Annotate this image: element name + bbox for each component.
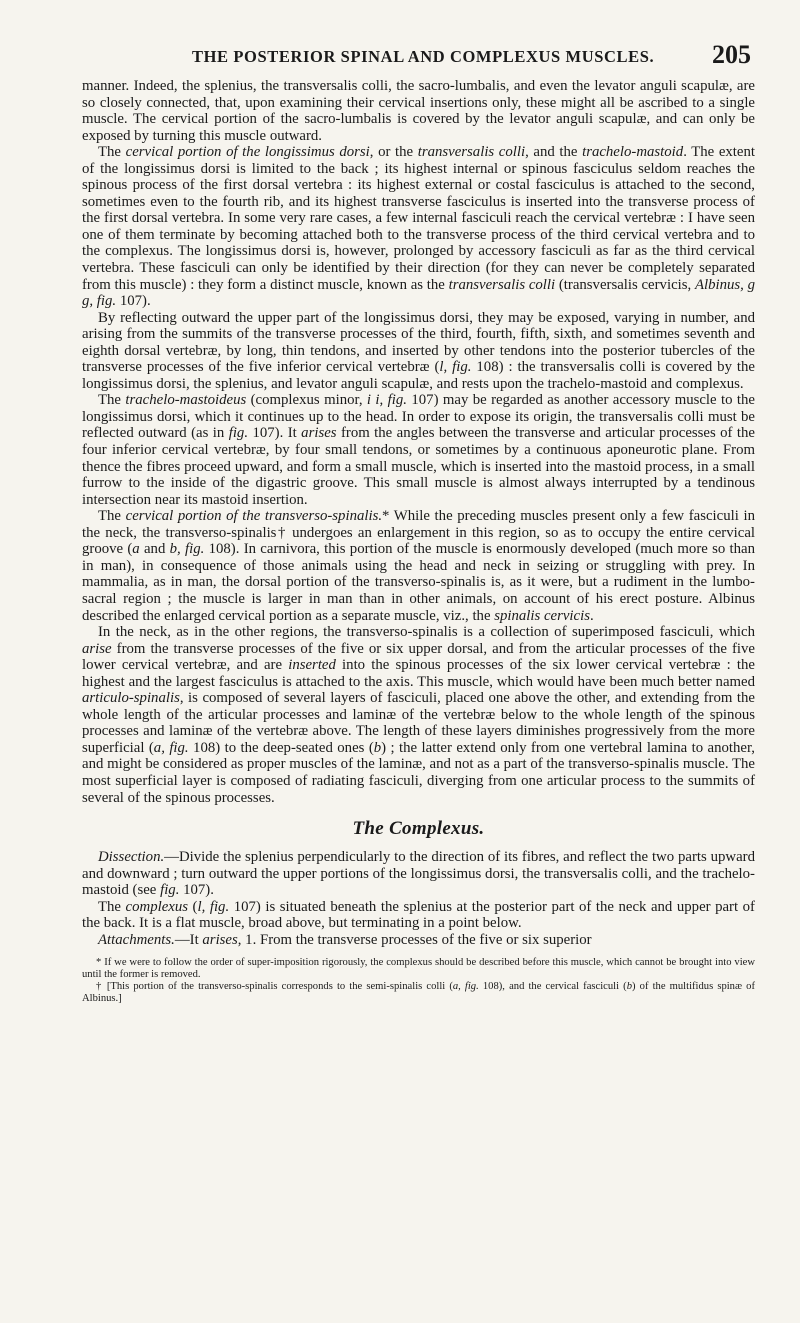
paragraph xyxy=(82,849,755,899)
italic-text: arises xyxy=(202,931,238,948)
paragraph xyxy=(82,624,755,806)
page-number: 205 xyxy=(712,40,751,69)
text-run: 107). xyxy=(116,293,151,310)
paragraph xyxy=(82,899,755,932)
italic-text: complexus xyxy=(125,898,189,915)
text-run: In the neck, as in the other regions, the transverso-spinalis is a collection of superimposed fasciculi, which xyxy=(98,624,755,641)
paragraph xyxy=(82,78,755,144)
italic-text: l, fig. xyxy=(197,898,230,915)
text-run: . xyxy=(589,607,594,624)
text-run: from the transverse processes of the five or six upper dorsal, and from the articular processes of the five lower cervical vertebræ, and are xyxy=(82,640,755,674)
italic-text: fig. xyxy=(160,882,180,899)
footnote xyxy=(82,957,755,981)
italic-text: b xyxy=(373,739,382,756)
paragraph xyxy=(82,392,755,508)
text-run: , is composed of several layers of fasciculi, placed one above the other, and extending from the whole length of the articular processes and laminæ of the vertebræ below to the whole length of the spinous processes and laminæ of the vertebræ above. The length of these layers diminishes progressively from the more superficial ( xyxy=(82,690,755,756)
text-run: . The extent of the longissimus dorsi is limited to the back ; its highest internal or spinous fasciculus seldom reaches the spinous process of the first dorsal vertebra : its highest external or costal fasciculus is attached to the second, sometimes even to the fourth rib, and its highest transverse fasciculus is inserted into the transverse process of the first dorsal vertebra. In some very rare cases, a few internal fasciculi reach the cervical vertebræ : I have seen one of them terminate by becoming attached both to the transverse process of the third cervical vertebra and to the complexus. The longissimus dorsi is, however, prolonged by accessory fasciculi as far as the third cervical vertebra. These fasciculi can only be identified by their direction (for they can never be completely separated from this muscle) : they form a distinct muscle, known as the xyxy=(82,144,755,293)
text-run: ) of the multifidus spinæ of Albinus.] xyxy=(82,981,755,1005)
italic-text: Attachments. xyxy=(98,931,175,948)
text-run: 108), and the cervical fasciculi ( xyxy=(478,981,627,993)
italic-text: b, fig. xyxy=(169,541,205,558)
italic-text: spinalis cervicis xyxy=(494,607,590,624)
italic-text: articulo-spinalis xyxy=(82,690,180,707)
text-run: —Divide the splenius perpendicularly to the direction of its fibres, and reflect the two parts upward and downward ; turn outward the upper portions of the longissimus dorsi, the transversalis colli, and the trachelo-mastoid (see xyxy=(82,849,755,899)
text-run: manner. Indeed, the splenius, the transversalis colli, the sacro-lumbalis, and even the levator anguli scapulæ, are so closely connected, that, upon examining their cervical insertions only, these might all be ascribed to a single muscle. The cervical portion of the sacro-lumbalis is covered by the levator anguli scapulæ, and can only be exposed by turning this muscle outward. xyxy=(82,78,755,144)
italic-text: transversalis colli xyxy=(448,276,556,293)
italic-text: trachelo-mastoideus xyxy=(125,392,247,409)
text-run: The xyxy=(98,144,126,161)
paragraph xyxy=(82,310,755,393)
text-run: into the spinous processes of the six lower cervical vertebræ : the highest and the largest fasciculus is attached to the axis. This muscle, which would have been much better named xyxy=(82,657,755,690)
running-head: THE POSTERIOR SPINAL AND COMPLEXUS MUSCLES. xyxy=(192,47,655,66)
text-run: , 1. From the transverse processes of the five or six superior xyxy=(237,931,592,948)
text-run: 107) may be regarded as another accessory muscle to the longissimus dorsi, which it continues up to the head. In order to expose its origin, the transversalis colli must be reflected outward (as in xyxy=(82,392,755,442)
text-run: The xyxy=(98,392,126,409)
italic-text: a, fig. xyxy=(452,981,479,993)
text-run: By reflecting outward the upper part of the longissimus dorsi, they may be exposed, varying in number, and arising from the summits of the transverse processes of the third, fourth, fifth, sixth, and sometimes seventh and eighth dorsal vertebræ, by long, thin tendons, and inserted by other tendons into the posterior tubercles of the transverse processes of the five inferior cervical vertebræ ( xyxy=(82,309,755,376)
text-run: (complexus minor, xyxy=(246,392,367,409)
text-run: —It xyxy=(174,931,203,948)
italic-text: Dissection. xyxy=(98,849,165,866)
text-run: * If we were to follow the order of super-imposition rigorously, the complexus should be described before this muscle, which cannot be brought into view until the former is removed. xyxy=(82,957,755,981)
italic-text: Albinus, g g, fig. xyxy=(82,276,755,310)
text-run: ( xyxy=(188,898,198,915)
italic-text: cervical portion of the longissimus dorsi xyxy=(125,144,370,161)
italic-text: arises xyxy=(301,425,337,442)
text-run: The xyxy=(98,898,126,915)
text-run: 108) : the transversalis colli is covered by the longissimus dorsi, the splenius, and levator anguli scapulæ, and rests upon the trachelo-mastoid and complexus. xyxy=(82,359,755,392)
italic-text: transversalis colli xyxy=(417,144,526,161)
text-run: 107). xyxy=(179,882,214,899)
body-text-lower xyxy=(82,849,755,948)
text-run: , and the xyxy=(525,144,583,161)
italic-text: trachelo-mastoid xyxy=(582,144,684,161)
text-run: and xyxy=(139,541,170,558)
italic-text: arise xyxy=(82,640,112,657)
italic-text: a xyxy=(132,541,140,558)
italic-text: cervical portion of the transverso-spinalis. xyxy=(125,508,383,525)
paragraph xyxy=(82,508,755,624)
paragraph xyxy=(82,144,755,309)
italic-text: l, fig. xyxy=(439,359,472,376)
text-run: ) ; the latter extend only from one vertebral lamina to another, and might be considered as proper muscles of the laminæ, and not as a part of the transverso-spinalis muscle. The most superficial layer is composed of radiating fasciculi, diverging from one articular process to the summits of several of the spinous processes. xyxy=(82,739,755,806)
text-run: (transversalis cervicis, xyxy=(555,276,695,293)
italic-text: i i, fig. xyxy=(366,392,407,409)
text-run: The xyxy=(98,508,126,525)
text-run: 107) is situated beneath the splenius at the posterior part of the neck and upper part of the back. It is a flat muscle, broad above, but terminating in a point below. xyxy=(82,898,755,932)
body-text-upper xyxy=(82,78,755,806)
page-header xyxy=(82,38,755,78)
text-run: 108) to the deep-seated ones ( xyxy=(188,739,374,756)
text-run: from the angles between the transverse and articular processes of the four inferior cervical vertebræ, by four small tendons, or sometimes by a continuous aponeurotic plane. From thence the fibres proceed upward, and form a small muscle, which is inserted into the mastoid process, in a small furrow to the inside of the digastric groove. This small muscle is almost always interrupted by a tendinous intersection near its mastoid insertion. xyxy=(82,425,755,508)
footnotes xyxy=(82,957,755,1005)
italic-text: fig. xyxy=(228,425,249,442)
text-run: , or the xyxy=(369,144,418,161)
italic-text: b xyxy=(626,981,632,993)
paragraph xyxy=(82,932,755,949)
italic-text: a, fig. xyxy=(153,739,189,756)
section-title: The Complexus. xyxy=(352,818,485,840)
text-run: † [This portion of the transverso-spinalis corresponds to the semi-spinalis colli ( xyxy=(96,981,453,993)
italic-text: inserted xyxy=(288,657,336,674)
text-run: * While the preceding muscles present only a few fasciculi in the neck, the transverso-spinalis† undergoes an enlargement in this region, so as to occupy the entire cervical groove ( xyxy=(82,508,755,558)
text-run: 107). It xyxy=(248,425,302,442)
footnote xyxy=(82,981,755,1005)
text-run: 108). In carnivora, this portion of the muscle is enormously developed (much more so than in man), in consequence of those animals using the head and neck in seizing or struggling with prey. In mammalia, as in man, the dorsal portion of the transverso-spinalis is, as it were, but a rudiment in the lumbo-sacral region ; the muscle is larger in man than in other animals, on account of his erect posture. Albinus described the enlarged cervical portion as a separate muscle, viz., the xyxy=(82,541,756,624)
